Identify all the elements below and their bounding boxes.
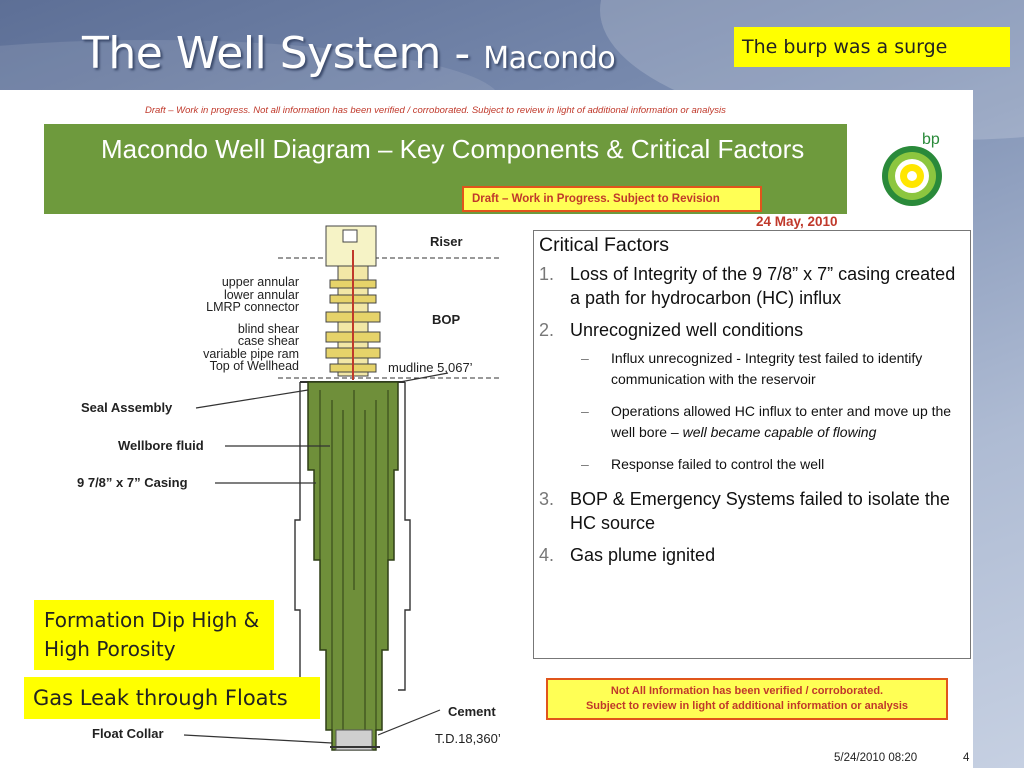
bop-component: blind shear (237, 321, 299, 336)
bop-component-list (176, 276, 299, 373)
bp-helios-logo (876, 128, 948, 208)
bop-component: variable pipe ram (203, 346, 299, 361)
bop-component: case shear (237, 334, 299, 348)
sub-item: – Operations allowed HC influx to enter and move up the well bore – well became capable of flowing (581, 403, 952, 440)
critical-factor-item: 2. Unrecognized well conditions (539, 320, 804, 340)
critical-factor-sub-list (539, 348, 962, 475)
draft-notice-top: Draft – Work in progress. Not all information has been verified / corroborated. Subject to review in light of additional information or analysis (145, 105, 726, 116)
sub-item: – Response failed to control the well (581, 456, 825, 472)
draft-box: Draft – Work in Progress. Subject to Revision (462, 186, 762, 212)
label-float-collar: Float Collar (92, 726, 164, 741)
document-date: 24 May, 2010 (756, 214, 838, 229)
bop-component: LMRP connector (206, 300, 299, 314)
callout-gas-leak: Gas Leak through Floats (24, 677, 320, 719)
diagram-title: Macondo Well Diagram – Key Components & Critical Factors (101, 134, 805, 164)
callout-formation: Formation Dip High & High Porosity (34, 600, 274, 670)
label-mudline: mudline 5,067’ (388, 360, 473, 375)
bop-component: upper annular (221, 275, 299, 289)
svg-text:bp: bp (922, 131, 940, 148)
label-wellbore-fluid: Wellbore fluid (118, 438, 204, 453)
footer-date: 5/24/2010 08:20 (834, 752, 918, 764)
label-riser: Riser (430, 234, 463, 249)
label-cement: Cement (448, 704, 496, 719)
bop-component: lower annular (223, 287, 299, 302)
critical-factor-item: 4. Gas plume ignited (539, 544, 716, 565)
callout-burp-surge: The burp was a surge (734, 27, 1010, 67)
disclaimer-box: Not All Information has been verified / corroborated. Subject to review in light of additional information or analysis (546, 678, 948, 720)
label-seal-assembly: Seal Assembly (81, 400, 173, 415)
label-total-depth: T.D.18,360’ (435, 731, 501, 746)
slide-title: The Well System - Macondo (82, 28, 616, 79)
critical-factors-heading: Critical Factors (539, 234, 670, 256)
sub-item: – Influx unrecognized - Integrity test failed to identify communication with the reservoir (581, 350, 923, 387)
critical-factors-box (533, 230, 971, 659)
bop-component: Top of Wellhead (209, 359, 299, 373)
critical-factor-item: 3. BOP & Emergency Systems failed to isolate the HC source (539, 488, 950, 533)
critical-factor-item: 1. Loss of Integrity of the 9 7/8” x 7” casing created a path for hydrocarbon (HC) influx (539, 264, 956, 308)
label-bop: BOP (432, 312, 461, 327)
label-casing: 9 7/8” x 7” Casing (77, 475, 188, 490)
footer-page-number: 4 (963, 752, 970, 764)
